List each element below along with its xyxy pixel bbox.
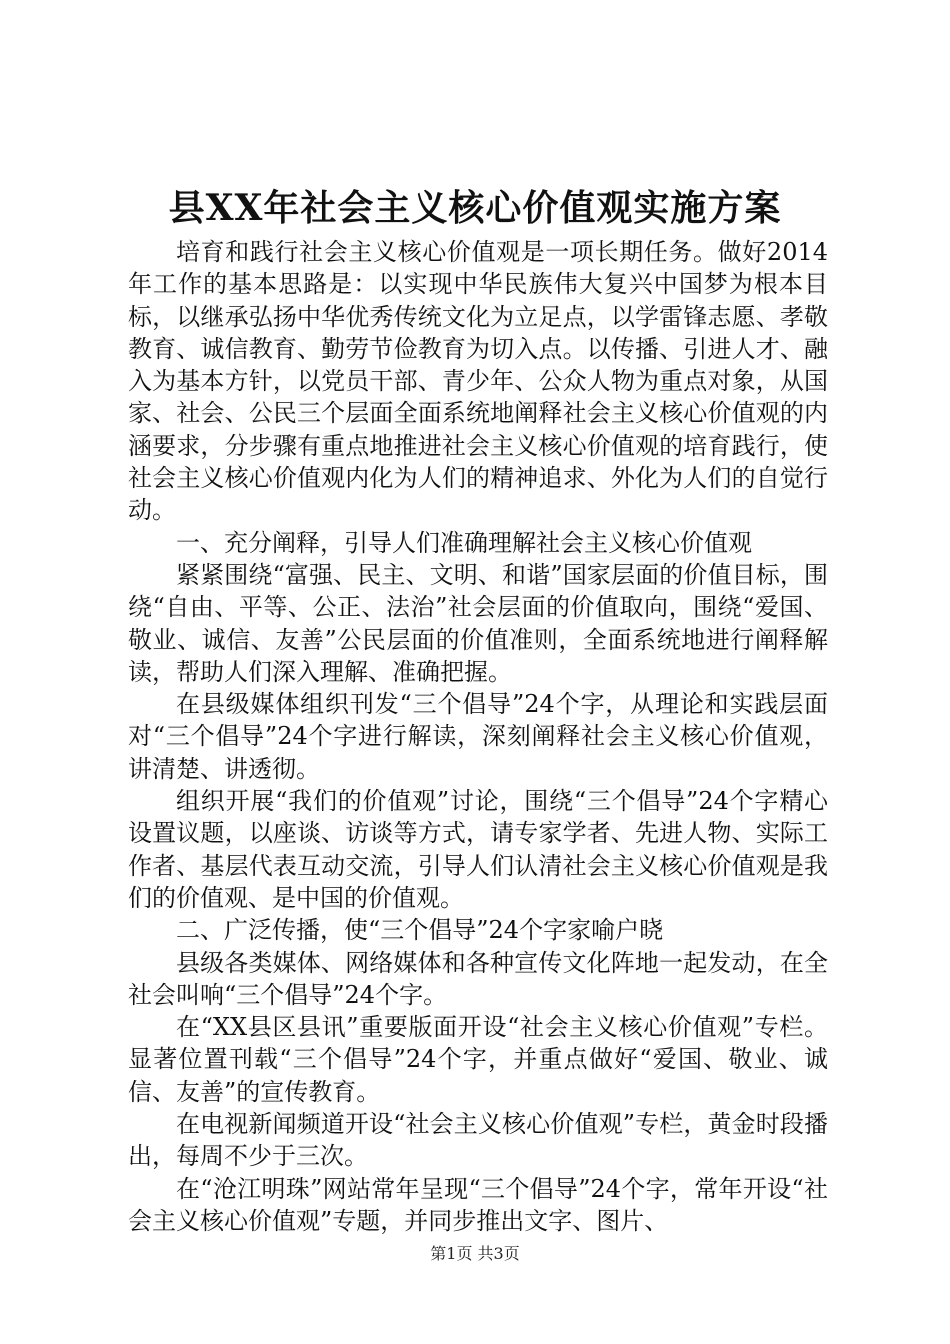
page-number-footer: 第1页 共3页 — [430, 1244, 520, 1263]
paragraph: 在“XX县区县讯”重要版面开设“社会主义核心价值观”专栏。显著位置刊载“三个倡导”24个字，并重点做好“爱国、敬业、诚信、友善”的宣传教育。 — [128, 1013, 828, 1106]
paragraph: 在“沧江明珠”网站常年呈现“三个倡导”24个字，常年开设“社会主义核心价值观”专题，并同步推出文字、图片、 — [128, 1174, 828, 1235]
paragraph: 在电视新闻频道开设“社会主义核心价值观”专栏，黄金时段播出，每周不少于三次。 — [128, 1110, 828, 1171]
section-heading-2: 二、广泛传播，使“三个倡导”24个字家喻户晓 — [176, 916, 664, 945]
paragraph: 紧紧围绕“富强、民主、文明、和谐”国家层面的价值目标，围绕“自由、平等、公正、法治”社会层面的价值取向，围绕“爱国、敬业、诚信、友善”公民层面的价值准则，全面系统地进行阐释解读，帮助人们深入理解、准确把握。 — [128, 560, 828, 686]
paragraph: 县级各类媒体、网络媒体和各种宣传文化阵地一起发动，在全社会叫响“三个倡导”24个字。 — [128, 948, 828, 1009]
paragraph-intro: 培育和践行社会主义核心价值观是一项长期任务。做好2014年工作的基本思路是：以实现中华民族伟大复兴中国梦为根本目标，以继承弘扬中华优秀传统文化为立足点，以学雷锋志愿、孝敬教育、诚信教育、勤劳节俭教育为切入点。以传播、引进人才、融入为基本方针，以党员干部、青少年、公众人物为重点对象，从国家、社会、公民三个层面全面系统地阐释社会主义核心价值观的内涵要求，分步骤有重点地推进社会主义核心价值观的培育践行，使社会主义核心价值观内化为人们的精神追求、外化为人们的自觉行动。 — [128, 238, 828, 525]
document-title: 县XX年社会主义核心价值观实施方案 — [168, 187, 782, 229]
document-body — [128, 236, 828, 1237]
section-heading-1: 一、充分阐释，引导人们准确理解社会主义核心价值观 — [176, 528, 752, 557]
paragraph: 组织开展“我们的价值观”讨论，围绕“三个倡导”24个字精心设置议题，以座谈、访谈等方式，请专家学者、先进人物、实际工作者、基层代表互动交流，引导人们认清社会主义核心价值观是我们的价值观、是中国的价值观。 — [128, 787, 828, 912]
paragraph: 在县级媒体组织刊发“三个倡导”24个字，从理论和实践层面对“三个倡导”24个字进行解读，深刻阐释社会主义核心价值观，讲清楚、讲透彻。 — [128, 690, 828, 783]
